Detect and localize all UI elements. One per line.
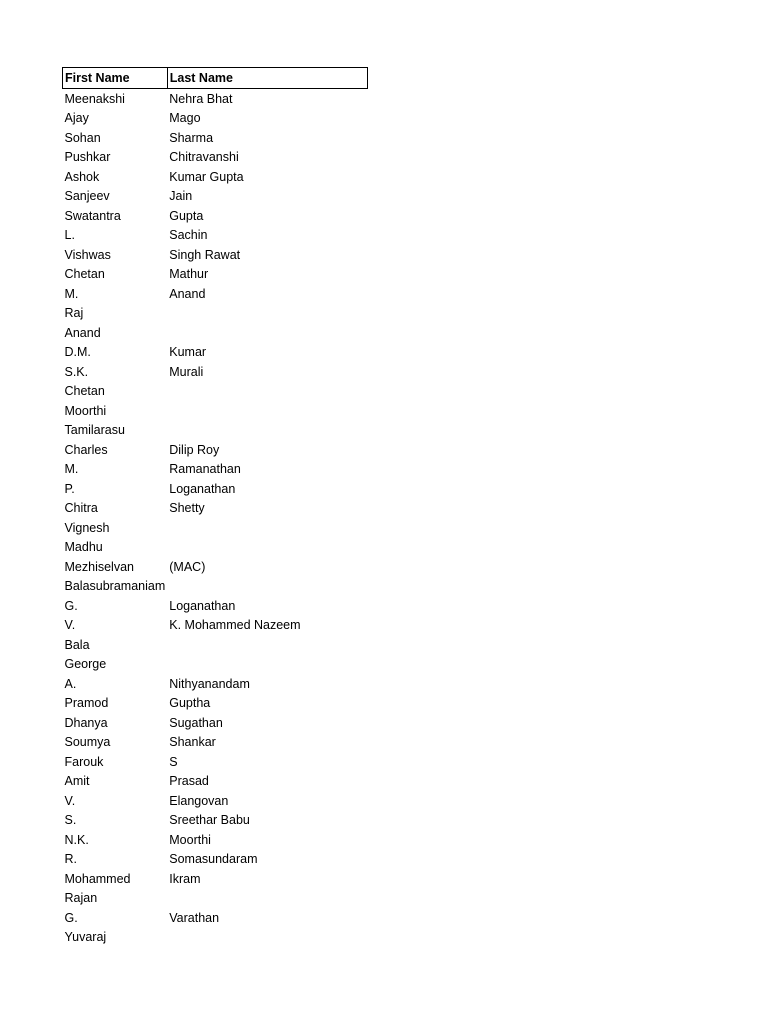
table-row — [63, 908, 368, 928]
last-name-cell[interactable]: K. Mohammed Nazeem — [169, 618, 301, 633]
first-name-cell[interactable]: Pramod — [64, 696, 109, 711]
table-row — [63, 538, 368, 558]
table-row — [63, 518, 368, 538]
last-name-cell[interactable]: Prasad — [169, 774, 209, 789]
first-name-cell[interactable]: Mohammed — [64, 871, 131, 886]
last-name-cell[interactable]: Kumar Gupta — [169, 169, 244, 184]
first-name-cell[interactable]: Sanjeev — [64, 189, 110, 204]
last-name-cell[interactable]: Varathan — [169, 910, 220, 925]
last-name-cell[interactable]: Ramanathan — [169, 462, 241, 477]
table-row — [63, 89, 368, 109]
table-row — [63, 421, 368, 441]
first-name-cell[interactable]: G. — [64, 910, 78, 925]
last-name-cell[interactable]: Ikram — [169, 871, 201, 886]
last-name-cell[interactable] — [167, 323, 367, 343]
last-name-cell[interactable]: Nithyanandam — [169, 676, 250, 691]
last-name-cell[interactable]: Singh Rawat — [169, 247, 241, 262]
table-row — [63, 226, 368, 246]
first-name-cell[interactable]: Amit — [64, 774, 90, 789]
first-name-cell[interactable]: P. — [64, 481, 75, 496]
table-row — [63, 655, 368, 675]
last-name-cell[interactable]: Gupta — [169, 208, 204, 223]
table-row — [63, 304, 368, 324]
last-name-cell[interactable]: Anand — [169, 286, 206, 301]
first-name-cell[interactable]: V. — [64, 618, 76, 633]
last-name-cell[interactable]: Murali — [169, 364, 204, 379]
first-name-cell[interactable]: Rajan — [64, 891, 98, 906]
last-name-cell[interactable]: S — [169, 754, 178, 769]
table-row — [63, 167, 368, 187]
table-row — [63, 109, 368, 129]
last-name-cell[interactable]: Nehra Bhat — [169, 91, 233, 106]
last-name-cell[interactable]: Shankar — [169, 735, 216, 750]
first-name-cell[interactable]: N.K. — [64, 832, 89, 847]
first-name-cell[interactable]: Pushkar — [64, 150, 111, 165]
first-name-cell[interactable]: Anand — [64, 325, 101, 340]
table-row — [63, 674, 368, 694]
table-row — [63, 343, 368, 363]
table-row — [63, 772, 368, 792]
first-name-cell[interactable]: M. — [64, 462, 79, 477]
table-row — [63, 733, 368, 753]
first-name-cell[interactable]: S. — [64, 813, 77, 828]
first-name-cell[interactable]: Swatantra — [64, 208, 121, 223]
last-name-cell[interactable]: Kumar — [169, 345, 207, 360]
last-name-cell[interactable] — [167, 421, 367, 441]
first-name-cell[interactable]: Bala — [64, 637, 90, 652]
first-name-cell[interactable]: Vishwas — [64, 247, 111, 262]
first-name-cell[interactable]: Ajay — [64, 111, 89, 126]
first-name-cell[interactable]: L. — [64, 228, 75, 243]
first-name-cell[interactable]: Meenakshi — [64, 91, 125, 106]
table-row — [63, 596, 368, 616]
table-row — [63, 187, 368, 207]
table-row — [63, 752, 368, 772]
table-row — [63, 284, 368, 304]
table-row — [63, 811, 368, 831]
table-row — [63, 830, 368, 850]
last-name-cell[interactable]: Sachin — [169, 228, 208, 243]
first-name-cell[interactable]: Sohan — [64, 130, 101, 145]
first-name-cell[interactable]: Yuvaraj — [64, 930, 107, 945]
last-name-cell[interactable]: Guptha — [169, 696, 211, 711]
last-name-cell[interactable]: (MAC) — [169, 559, 206, 574]
first-name-cell[interactable]: M. — [64, 286, 79, 301]
last-name-cell[interactable]: Jain — [169, 189, 193, 204]
first-name-cell[interactable]: Moorthi — [64, 403, 107, 418]
table-row — [63, 362, 368, 382]
last-name-cell[interactable] — [167, 889, 367, 909]
table-row — [63, 577, 368, 597]
first-name-cell[interactable]: Farouk — [64, 754, 104, 769]
spreadsheet-page — [62, 67, 368, 947]
table-row — [63, 323, 368, 343]
first-name-cell[interactable]: D.M. — [64, 345, 91, 360]
names-table — [62, 67, 368, 947]
table-row — [63, 557, 368, 577]
first-name-cell[interactable]: Madhu — [64, 540, 103, 555]
last-name-cell[interactable]: Moorthi — [169, 832, 211, 847]
table-row — [63, 148, 368, 168]
first-name-cell[interactable]: Mezhiselvan — [64, 559, 134, 574]
last-name-cell[interactable] — [167, 382, 367, 402]
first-name-cell[interactable]: Chetan — [64, 267, 105, 282]
table-row — [63, 928, 368, 948]
table-row — [63, 499, 368, 519]
first-name-cell[interactable]: Chetan — [64, 384, 105, 399]
last-name-cell[interactable]: Elangovan — [169, 793, 229, 808]
first-name-cell[interactable]: Tamilarasu — [64, 423, 125, 438]
table-body — [63, 89, 368, 948]
last-name-cell[interactable]: Loganathan — [169, 481, 236, 496]
first-name-cell[interactable]: Charles — [64, 442, 108, 457]
table-row — [63, 889, 368, 909]
last-name-cell[interactable]: Sreethar Babu — [169, 813, 250, 828]
first-name-cell[interactable]: Balasubramaniam — [64, 579, 166, 594]
table-row — [63, 382, 368, 402]
first-name-cell[interactable]: Chitra — [64, 501, 98, 516]
table-row — [63, 401, 368, 421]
last-name-cell[interactable] — [167, 577, 367, 597]
table-row — [63, 265, 368, 285]
last-name-cell[interactable]: Sharma — [169, 130, 214, 145]
first-name-cell[interactable]: Raj — [64, 306, 84, 321]
first-name-cell[interactable]: Ashok — [64, 169, 100, 184]
last-name-cell[interactable]: Mathur — [169, 267, 209, 282]
header-first-name[interactable]: First Name — [63, 68, 168, 89]
header-row — [63, 68, 368, 89]
last-name-cell[interactable] — [167, 401, 367, 421]
last-name-cell[interactable] — [167, 655, 367, 675]
header-last-name[interactable]: Last Name — [167, 68, 367, 89]
last-name-cell[interactable]: Somasundaram — [169, 852, 258, 867]
first-name-cell[interactable]: R. — [64, 852, 77, 867]
first-name-cell[interactable]: Vignesh — [64, 520, 110, 535]
table-row — [63, 713, 368, 733]
table-row — [63, 616, 368, 636]
last-name-cell[interactable]: Sugathan — [169, 715, 223, 730]
last-name-cell[interactable] — [167, 538, 367, 558]
table-row — [63, 635, 368, 655]
table-row — [63, 694, 368, 714]
first-name-cell[interactable]: V. — [64, 793, 76, 808]
first-name-cell[interactable]: G. — [64, 598, 78, 613]
first-name-cell[interactable]: Dhanya — [64, 715, 108, 730]
last-name-cell[interactable] — [167, 518, 367, 538]
first-name-cell[interactable]: S.K. — [64, 364, 89, 379]
table-row — [63, 128, 368, 148]
first-name-cell[interactable]: Soumya — [64, 735, 111, 750]
last-name-cell[interactable]: Shetty — [169, 501, 205, 516]
table-row — [63, 869, 368, 889]
last-name-cell[interactable]: Chitravanshi — [169, 150, 239, 165]
last-name-cell[interactable] — [167, 635, 367, 655]
first-name-cell[interactable]: A. — [64, 676, 77, 691]
table-row — [63, 440, 368, 460]
last-name-cell[interactable]: Mago — [169, 111, 201, 126]
last-name-cell[interactable] — [167, 928, 367, 948]
table-row — [63, 460, 368, 480]
first-name-cell[interactable]: George — [64, 657, 107, 672]
table-row — [63, 479, 368, 499]
last-name-cell[interactable]: Dilip Roy — [169, 442, 220, 457]
table-row — [63, 850, 368, 870]
table-row — [63, 791, 368, 811]
last-name-cell[interactable]: Loganathan — [169, 598, 236, 613]
table-row — [63, 245, 368, 265]
last-name-cell[interactable] — [167, 304, 367, 324]
table-row — [63, 206, 368, 226]
